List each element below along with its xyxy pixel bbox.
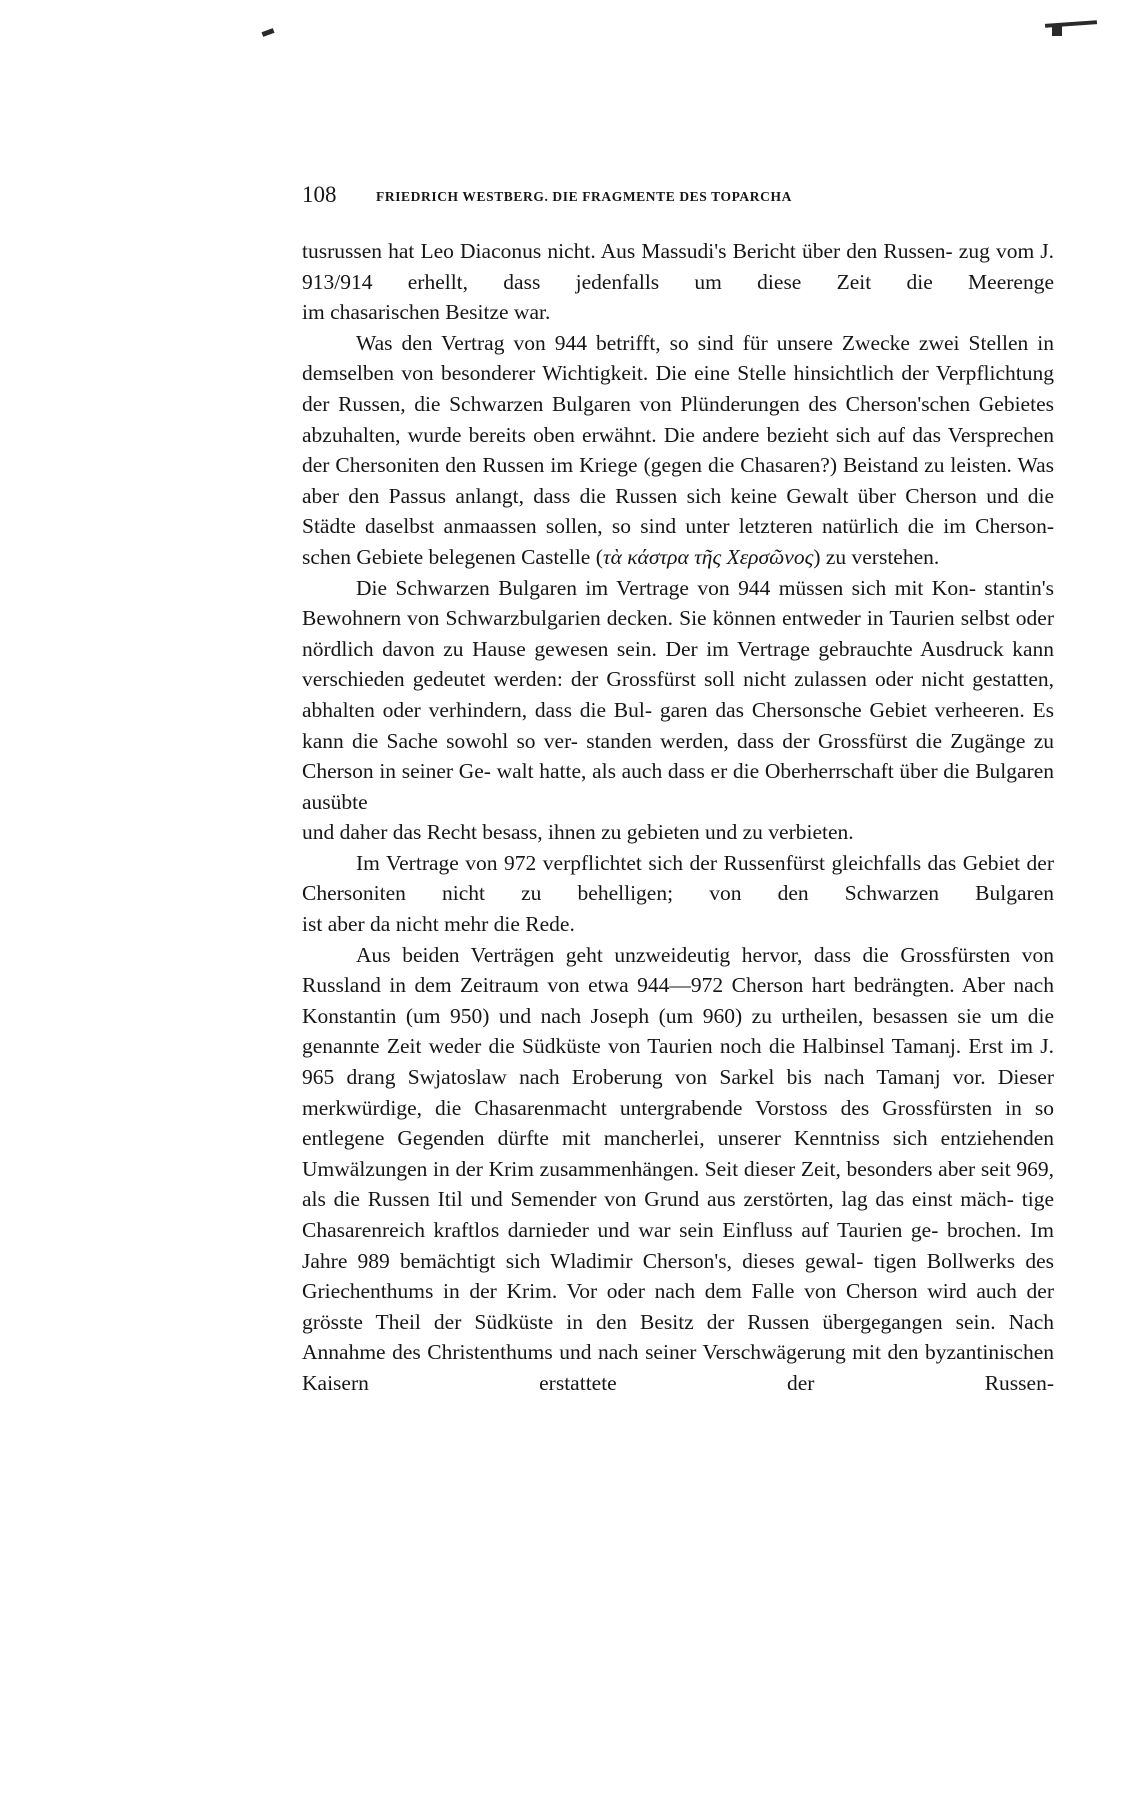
greek-quote: τὰ κάστρα τῆς Χερσῶνος bbox=[602, 544, 814, 569]
text-line: ist aber da nicht mehr die Rede. bbox=[302, 912, 575, 937]
scan-mark-top-left bbox=[262, 28, 275, 37]
paragraph-2-end bbox=[302, 542, 1054, 573]
running-head: FRIEDRICH WESTBERG. DIE FRAGMENTE DES TOPARCHA bbox=[376, 189, 792, 204]
text-line: standen werden, dass der Grossfürst die Zugänge zu Cherson in seiner Ge- bbox=[302, 728, 1055, 784]
text-line: anlangt, dass die Russen sich keine Gewalt über Cherson und die Städte bbox=[302, 483, 1055, 539]
text-line: des Cherson'schen Gebietes abzuhalten, wurde bereits oben erwähnt. Die bbox=[302, 391, 1054, 447]
text-line: Die Schwarzen Bulgaren im Vertrage von 944 müssen sich mit Kon- bbox=[356, 575, 976, 600]
text-line: im chasarischen Besitze war. bbox=[302, 300, 551, 325]
page-number: 108 bbox=[302, 182, 337, 207]
page-header bbox=[302, 180, 1054, 210]
text-line: die Halbinsel Tamanj. Erst im J. 965 drang Swjatoslaw nach Eroberung bbox=[302, 1034, 1054, 1090]
text-line: der Verpflichtung der Russen, die Schwarzen Bulgaren von Plünderungen bbox=[302, 361, 1054, 416]
text-line: untergrabende Vorstoss des Grossfürsten in so entlegene Gegenden dürfte bbox=[302, 1095, 1055, 1151]
text-line: stantin's Bewohnern von Schwarzbulgarien decken. Sie können entweder in bbox=[302, 575, 1054, 631]
text-line: Russen übergegangen sein. Nach Annahme des Christenthums und nach bbox=[302, 1309, 1054, 1365]
text-line: brochen. Im Jahre 989 bemächtigt sich Wladimir Cherson's, dieses gewal- bbox=[302, 1218, 1055, 1273]
paragraph-3-end bbox=[302, 817, 1054, 848]
paragraph-3 bbox=[302, 573, 1054, 818]
paragraph-1 bbox=[302, 236, 1054, 297]
paragraph-4 bbox=[302, 848, 1054, 909]
text-line: von Cherson wird auch der grösste Theil der Südküste in den Besitz der bbox=[302, 1279, 1054, 1334]
text-line: walt hatte, als auch dass er die Oberherrschaft über die Bulgaren ausübte bbox=[302, 759, 1055, 814]
text-line: garen das Chersonsche Gebiet verheeren. Es kann die Sache sowohl so ver- bbox=[302, 697, 1054, 753]
text-line: tusrussen hat Leo Diaconus nicht. Aus Massudi's Bericht über den Russen- bbox=[302, 239, 953, 263]
text-line: daselbst anmaassen sollen, so sind unter letzteren natürlich die im Cherson- bbox=[365, 514, 1055, 539]
text-line: Aber nach Konstantin (um 950) und nach Joseph (um 960) zu urtheilen, bbox=[302, 973, 1054, 1028]
text-line: Kriege (gegen die Chasaren?) Beistand zu leisten. Was aber den Passus bbox=[302, 453, 1054, 508]
text-line-prefix: schen Gebiete belegenen Castelle ( bbox=[302, 544, 603, 569]
paragraph-2 bbox=[302, 328, 1054, 542]
text-line: Gebiet der Chersoniten nicht zu behelligen; von den Schwarzen Bulgaren bbox=[302, 850, 1054, 906]
text-line: Russen Itil und Semender von Grund aus zerstörten, lag das einst mäch- bbox=[367, 1187, 1014, 1212]
scan-mark-top-right-blot bbox=[1052, 24, 1062, 36]
paragraph-5 bbox=[302, 940, 1054, 1399]
text-line: nicht zulassen oder nicht gestatten, abhalten oder verhindern, dass die Bul- bbox=[302, 667, 1055, 722]
text-line: Aus beiden Verträgen geht unzweideutig hervor, dass die Grossfürsten bbox=[356, 942, 1011, 967]
text-line: zug vom J. 913/914 erhellt, dass jedenfalls um diese Zeit die Meerenge bbox=[302, 239, 1055, 294]
text-line: seiner Verschwägerung mit den byzantinischen Kaisern erstattete der Russen- bbox=[302, 1340, 1054, 1395]
text-line: Stellen in demselben von besonderer Wichtigkeit. Die eine Stelle hinsichtlich bbox=[302, 330, 1054, 386]
text-line: Im Vertrage von 972 verpflichtet sich der Russenfürst gleichfalls das bbox=[356, 850, 957, 875]
paragraph-4-end bbox=[302, 909, 1054, 940]
text-line: gebrauchte Ausdruck kann verschieden gedeutet werden: der Grossfürst soll bbox=[302, 636, 1054, 692]
text-line: mit mancherlei, unserer Kenntniss sich entziehenden Umwälzungen in der bbox=[302, 1126, 1055, 1181]
text-line: tigen Bollwerks des Griechenthums in der Krim. Vor oder nach dem Falle bbox=[302, 1248, 1054, 1304]
body-text bbox=[302, 236, 1054, 1399]
paragraph-1-end bbox=[302, 297, 1054, 328]
text-line-suffix: ) zu verstehen. bbox=[813, 544, 940, 569]
text-line: tige Chasarenreich kraftlos darnieder und war sein Einfluss auf Taurien ge- bbox=[302, 1187, 1054, 1242]
text-line: besassen sie um die genannte Zeit weder die Südküste von Taurien noch bbox=[302, 1003, 1054, 1059]
text-line: Was den Vertrag von 944 betrifft, so sind für unsere Zwecke zwei bbox=[356, 330, 960, 355]
text-line: andere bezieht sich auf das Versprechen der Chersoniten den Russen im bbox=[302, 422, 1054, 478]
text-line: von Russland in dem Zeitraum von etwa 944—972 Cherson hart bedrängten. bbox=[302, 942, 1055, 998]
text-line: Taurien selbst oder nördlich davon zu Hause gewesen sein. Der im Vertrage bbox=[302, 606, 1054, 661]
text-line: von Sarkel bis nach Tamanj vor. Dieser merkwürdige, die Chasarenmacht bbox=[302, 1065, 1055, 1120]
text-line: Krim zusammenhängen. Seit dieser Zeit, besonders aber seit 969, als die bbox=[302, 1156, 1055, 1212]
text-line: und daher das Recht besass, ihnen zu gebieten und zu verbieten. bbox=[302, 820, 854, 845]
